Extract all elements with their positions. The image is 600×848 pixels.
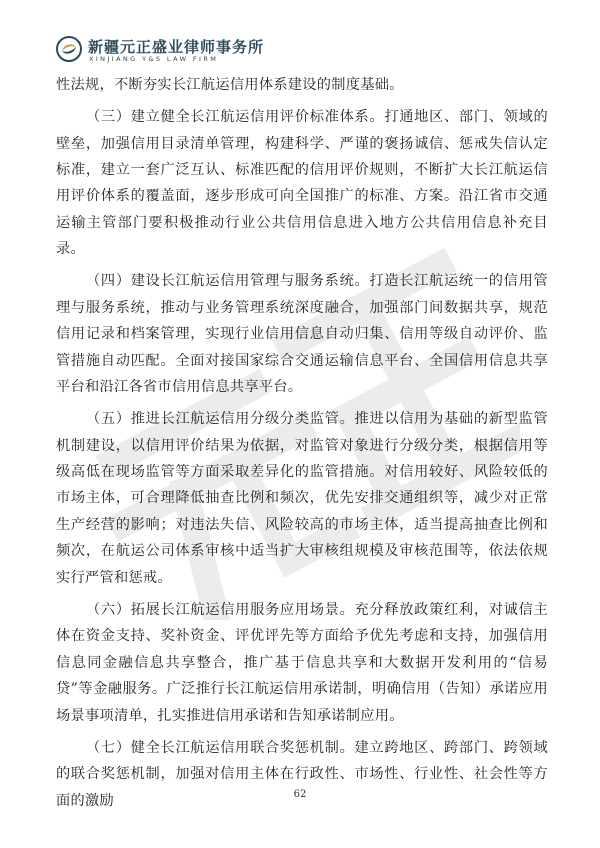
- paragraph-credit-evaluation-standards: （三）建立健全长江航运信用评价标准体系。打通地区、部门、领域的壁垒，加强信用目录清单管理，构建科学、严谨的褒扬诚信、惩戒失信认定标准，建立一套广泛互认、标准匹配的信用评价规则，不断扩大长江航运信用评价体系的覆盖面，逐步形成可向全国推广的标准、方案。沿江省市交通运输主管部门要积极推动行业公共信用信息进入地方公共信用信息补充目录。: [56, 109, 548, 258]
- firm-name: 新疆元正盛业律师事务所: [88, 38, 265, 56]
- page-number: 62: [293, 789, 307, 800]
- paragraph-joint-incentive-mechanism: （七）健全长江航运信用联合奖惩机制。建立跨地区、跨部门、跨领域的联合奖惩机制，加强对信用主体在行政性、市场性、行业性、社会性等方面的激励: [56, 739, 548, 809]
- paragraph-continuation: 性法规，不断夯实长江航运信用体系建设的制度基础。: [56, 77, 404, 93]
- page-header: [56, 36, 356, 66]
- firm-name-en: XINJIANG Y&S LAW FIRM: [89, 55, 219, 63]
- paragraph-credit-service-scenarios: （六）拓展长江航运信用服务应用场景。充分释放政策红利，对诚信主体在资金支持、奖补资金、评优评先等方面给予优先考虑和支持，加强信用信息同金融信息共享整合，推广基于信息共享和大数据开发利用的“信易贷”等金融服务。广泛推行长江航运信用承诺制，明确信用（告知）承诺应用场景事项清单，扎实推进信用承诺和告知承诺制应用。: [56, 601, 548, 724]
- document-body: [56, 72, 548, 820]
- firm-logo-icon: [56, 36, 82, 62]
- paragraph-tiered-supervision: （五）推进长江航运信用分级分类监管。推进以信用为基础的新型监管机制建设，以信用评价结果为依据，对监管对象进行分级分类，根据信用等级高低在现场监管等方面采取差异化的监管措施。对信用较好、风险较低的市场主体，可合理降低抽查比例和频次，优先安排交通组织等，减少对正常生产经营的影响；对违法失信、风险较高的市场主体，适当提高抽查比例和频次，在航运公司体系审核中适当扩大审核组规模及审核范围等，依法依规实行严管和惩戒。: [56, 411, 548, 586]
- paragraph-credit-management-system: （四）建设长江航运信用管理与服务系统。打造长江航运统一的信用管理与服务系统，推动与业务管理系统深度融合，加强部门间数据共享，规范信用记录和档案管理，实现行业信用信息自动归集、信用等级自动评价、监管措施自动匹配。全面对接国家综合交通运输信息平台、全国信用信息共享平台和沿江各省市信用信息共享平台。: [56, 273, 548, 396]
